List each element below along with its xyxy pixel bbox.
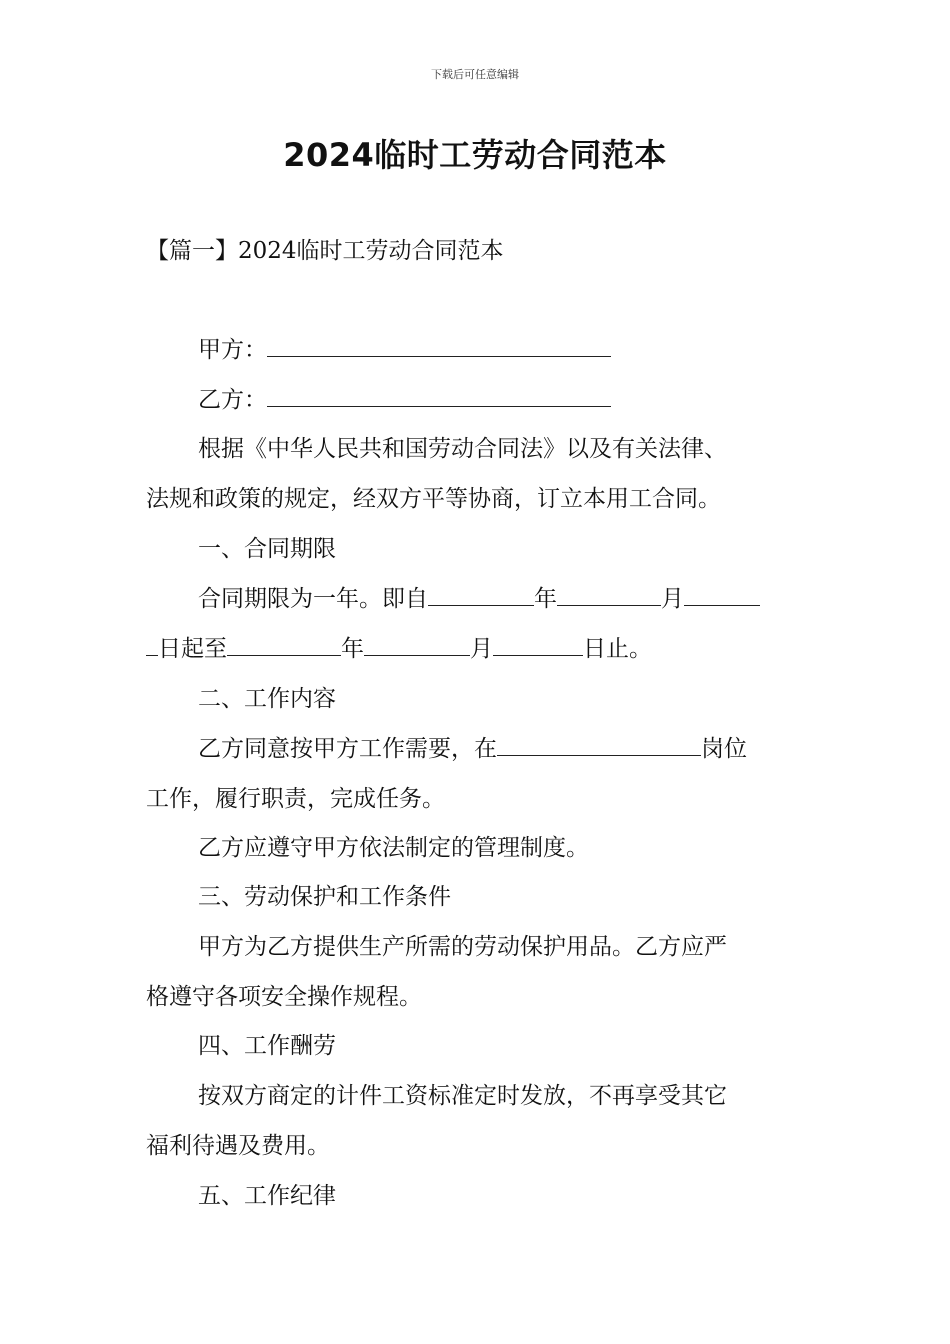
start-year-blank: [428, 585, 534, 606]
clause3-line-1: 甲方为乙方提供生产所需的劳动保护用品。乙方应严: [198, 934, 727, 960]
party-b-blank: [267, 386, 611, 407]
clause2-title: 二、工作内容: [198, 686, 336, 712]
clause2-prefix: 乙方同意按甲方工作需要，在: [198, 736, 497, 762]
end-month-unit: 月: [470, 636, 493, 662]
start-year-unit: 年: [534, 586, 557, 612]
basis-line-1: 根据《中华人民共和国劳动合同法》以及有关法律、: [198, 436, 727, 462]
clause1-prefix: 合同期限为一年。即自: [198, 586, 428, 612]
party-b-label: 乙方：: [198, 387, 267, 413]
end-month-blank: [364, 635, 470, 656]
header-note: 下载后可任意编辑: [431, 68, 519, 81]
clause3-title: 三、劳动保护和工作条件: [198, 884, 451, 910]
clause2-line-1: [198, 734, 747, 764]
clause2-line-2: 工作，履行职责，完成任务。: [146, 786, 445, 812]
section-heading: 【篇一】2024临时工劳动合同范本: [146, 238, 504, 264]
end-year-blank: [227, 635, 341, 656]
end-day-text: 日止。: [583, 636, 652, 662]
basis-line-2: 法规和政策的规定，经双方平等协商，订立本用工合同。: [146, 486, 721, 512]
start-month-blank: [557, 585, 661, 606]
clause4-line-2: 福利待遇及费用。: [146, 1133, 330, 1159]
clause2-suffix: 岗位: [701, 736, 747, 762]
clause2-line-3: 乙方应遵守甲方依法制定的管理制度。: [198, 835, 589, 861]
clause1-line-1: [198, 584, 760, 614]
clause1-line-2: [146, 634, 652, 664]
end-year-unit: 年: [341, 636, 364, 662]
start-day-blank-a: [684, 585, 760, 606]
clause4-line-1: 按双方商定的计件工资标准定时发放，不再享受其它: [198, 1083, 727, 1109]
end-day-blank: [493, 635, 583, 656]
party-a-label: 甲方：: [198, 337, 267, 363]
clause5-title: 五、工作纪律: [198, 1183, 336, 1209]
day-from-text: 日起至: [158, 636, 227, 662]
document-title: 2024临时工劳动合同范本: [283, 136, 667, 174]
clause1-title: 一、合同期限: [198, 536, 336, 562]
start-month-unit: 月: [661, 586, 684, 612]
clause4-title: 四、工作酬劳: [198, 1033, 336, 1059]
party-a-line: [198, 335, 611, 365]
party-b-line: [198, 385, 611, 415]
party-a-blank: [267, 336, 611, 357]
start-day-blank-b: [146, 635, 158, 656]
clause3-line-2: 格遵守各项安全操作规程。: [146, 984, 422, 1010]
position-blank: [497, 735, 701, 756]
